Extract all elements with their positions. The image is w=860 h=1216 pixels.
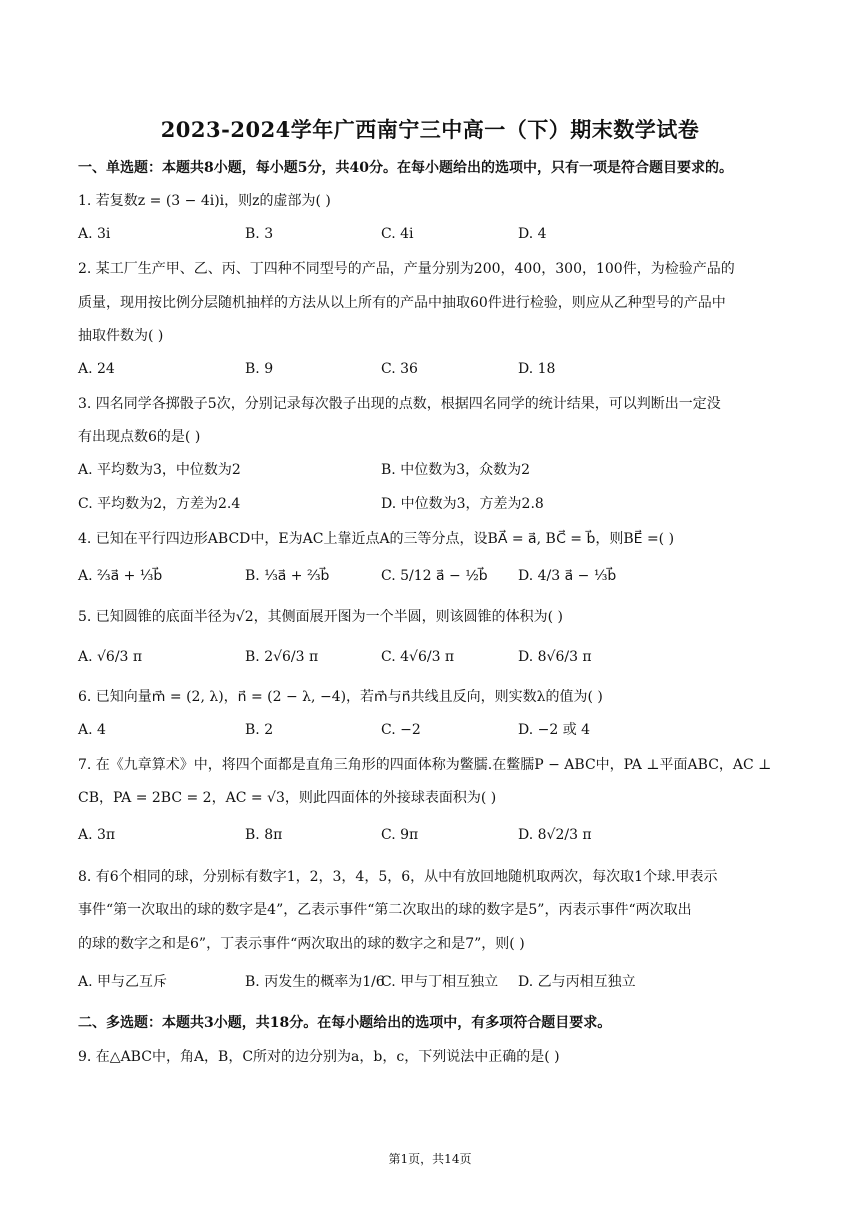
option-a: A. 24 bbox=[78, 361, 115, 377]
question-5: 5. 已知圆锥的底面半径为√2，其侧面展开图为一个半圆，则该圆锥的体积为( ) bbox=[78, 609, 564, 625]
option-a: A. ⅔a⃗ + ⅓b⃗ bbox=[78, 568, 163, 584]
question-7-options bbox=[78, 824, 790, 846]
question-3-line-2: 有出现点数6的是( ) bbox=[78, 429, 201, 445]
option-c: C. 甲与丁相互独立 bbox=[381, 974, 499, 990]
option-d: D. −2 或 4 bbox=[518, 722, 591, 738]
option-d: D. 8√6/3 π bbox=[518, 649, 592, 665]
option-b: B. 2√6/3 π bbox=[245, 649, 319, 665]
question-3-options-row-2 bbox=[78, 493, 790, 515]
option-d: D. 乙与丙相互独立 bbox=[518, 974, 636, 990]
option-a: A. 3π bbox=[78, 827, 116, 843]
question-2-options bbox=[78, 358, 790, 380]
option-c: C. −2 bbox=[381, 722, 421, 738]
option-a: A. √6/3 π bbox=[78, 649, 143, 665]
option-d: D. 中位数为3，方差为2.8 bbox=[381, 496, 544, 512]
option-b: B. ⅓a⃗ + ⅔b⃗ bbox=[245, 568, 330, 584]
option-c: C. 9π bbox=[381, 827, 419, 843]
question-6-options bbox=[78, 719, 790, 741]
question-4-options bbox=[78, 565, 790, 587]
section-2-heading: 二、多选题：本题共3小题，共18分。在每小题给出的选项中，有多项符合题目要求。 bbox=[78, 1015, 612, 1031]
option-c: C. 4i bbox=[381, 226, 414, 242]
section-1-heading: 一、单选题：本题共8小题，每小题5分，共40分。在每小题给出的选项中，只有一项是符合题目要求的。 bbox=[78, 160, 733, 176]
option-d: D. 4 bbox=[518, 226, 547, 242]
question-3-options-row-1 bbox=[78, 459, 790, 481]
option-b: B. 8π bbox=[245, 827, 283, 843]
option-c: C. 36 bbox=[381, 361, 418, 377]
option-d: D. 8√2/3 π bbox=[518, 827, 592, 843]
option-d: D. 4/3 a⃗ − ⅓b⃗ bbox=[518, 568, 617, 584]
question-6: 6. 已知向量m⃗ = (2, λ)，n⃗ = (2 − λ, −4)，若m⃗与n⃗共线且反向，则实数λ的值为( ) bbox=[78, 689, 603, 705]
option-b: B. 丙发生的概率为1/6 bbox=[245, 974, 385, 990]
question-3-line-1: 3. 四名同学各掷骰子5次，分别记录每次骰子出现的点数，根据四名同学的统计结果，可以判断出一定没 bbox=[78, 396, 721, 412]
question-1-options bbox=[78, 223, 790, 245]
option-b: B. 3 bbox=[245, 226, 274, 242]
question-8-line-3: 的球的数字之和是6”，丁表示事件“两次取出的球的数字之和是7”，则( ) bbox=[78, 936, 525, 952]
option-a: A. 甲与乙互斥 bbox=[78, 974, 168, 990]
question-5-options bbox=[78, 646, 790, 668]
question-2-line-2: 质量，现用按比例分层随机抽样的方法从以上所有的产品中抽取60件进行检验，则应从乙种型号的产品中 bbox=[78, 295, 726, 311]
question-2-line-1: 2. 某工厂生产甲、乙、丙、丁四种不同型号的产品，产量分别为200，400，300，100件，为检验产品的 bbox=[78, 261, 735, 277]
question-7-line-1: 7. 在《九章算术》中，将四个面都是直角三角形的四面体称为鳖臑.在鳖臑P − ABC中，PA ⊥平面ABC，AC ⊥ bbox=[78, 757, 772, 773]
option-b: B. 9 bbox=[245, 361, 274, 377]
option-a: A. 4 bbox=[78, 722, 106, 738]
option-b: B. 中位数为3，众数为2 bbox=[381, 462, 531, 478]
question-4: 4. 已知在平行四边形ABCD中，E为AC上靠近点A的三等分点，设BA⃗ = a⃗, BC⃗ = b⃗，则BE⃗ =( ) bbox=[78, 531, 675, 547]
option-b: B. 2 bbox=[245, 722, 274, 738]
question-2-line-3: 抽取件数为( ) bbox=[78, 328, 164, 344]
option-a: A. 3i bbox=[78, 226, 111, 242]
option-c: C. 5/12 a⃗ − ½b⃗ bbox=[381, 568, 488, 584]
question-8-line-2: 事件“第一次取出的球的数字是4”，乙表示事件“第二次取出的球的数字是5”，丙表示事件“两次取出 bbox=[78, 902, 692, 918]
option-c: C. 平均数为2，方差为2.4 bbox=[78, 496, 241, 512]
page-footer: 第1页，共14页 bbox=[388, 1152, 472, 1166]
question-7-line-2: CB，PA = 2BC = 2，AC = √3，则此四面体的外接球表面积为( ) bbox=[78, 790, 497, 806]
question-1: 1. 若复数z = (3 − 4i)i，则z的虚部为( ) bbox=[78, 193, 331, 209]
question-8-line-1: 8. 有6个相同的球，分别标有数字1，2，3，4，5，6，从中有放回地随机取两次，每次取1个球.甲表示 bbox=[78, 869, 718, 885]
option-a: A. 平均数为3，中位数为2 bbox=[78, 462, 241, 478]
question-9: 9. 在△ABC中，角A，B，C所对的边分别为a，b，c，下列说法中正确的是( ) bbox=[78, 1049, 560, 1065]
option-c: C. 4√6/3 π bbox=[381, 649, 455, 665]
option-d: D. 18 bbox=[518, 361, 556, 377]
exam-title: 2023-2024学年广西南宁三中高一（下）期末数学试卷 bbox=[160, 117, 700, 142]
question-8-options bbox=[78, 971, 790, 993]
